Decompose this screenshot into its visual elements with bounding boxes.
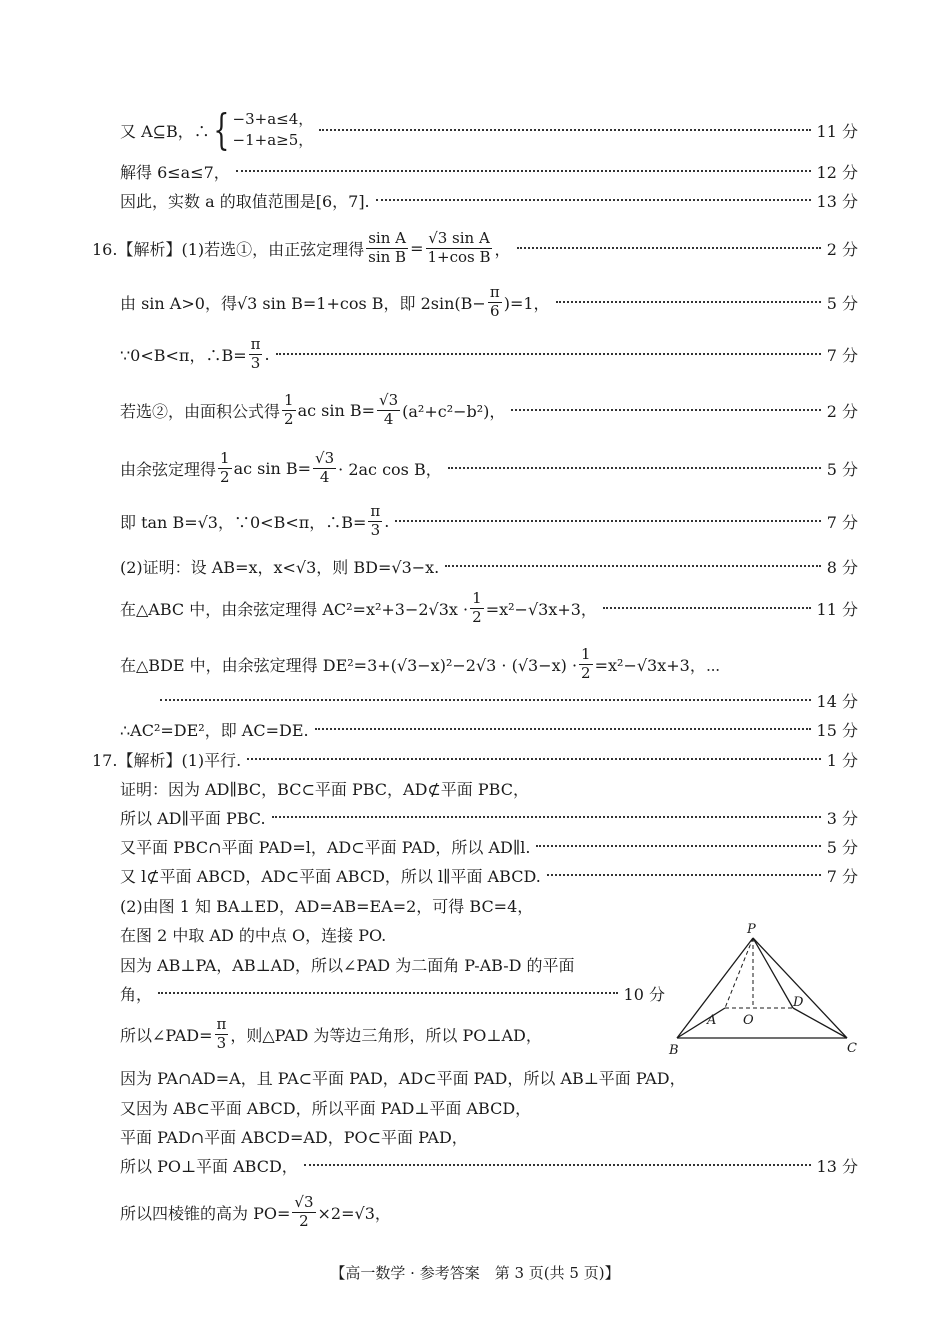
score: 14 分: [816, 691, 858, 711]
fraction: [425, 230, 492, 266]
q17-line-2: [120, 774, 858, 802]
score: 3 分: [826, 808, 858, 828]
text-tail: .: [384, 511, 390, 531]
q17-l11-text: 因为 PA∩AD=A，且 PA⊂平面 PAD，AD⊂平面 PAD，所以 AB⊥平面 PAD，: [120, 1068, 686, 1088]
q17-l6-text: (2)由图 1 知 BA⊥ED，AD=AB=EA=2，可得 BC=4，: [120, 896, 534, 916]
text-mid: ac sin B=: [233, 458, 312, 478]
leader-dots: [395, 520, 820, 522]
text-tail: =x²−√3x+3，⋯: [594, 655, 721, 675]
leader-dots: [158, 992, 618, 994]
q16-line-8: [120, 588, 858, 628]
fraction: [313, 450, 336, 486]
fraction: [215, 1016, 229, 1052]
fraction: [292, 1194, 315, 1230]
label-A: A: [707, 1013, 717, 1028]
q17-line-12: [120, 1093, 858, 1121]
q16-line-3: [120, 334, 858, 374]
system-row-1: −3+a≤4，: [232, 110, 314, 128]
numerator: √3 sin A: [428, 229, 490, 248]
numerator: √3: [379, 391, 399, 410]
fraction: [377, 392, 400, 428]
denominator: 6: [490, 301, 500, 320]
leader-dots: [511, 409, 820, 411]
q16-l9-text: 在△BDE 中，由余弦定理得 DE²=3+(√3−x)²−2√3 · (√3−x) ·: [120, 655, 578, 675]
q15-l3-text: 因此，实数 a 的取值范围是[6，7].: [120, 191, 370, 211]
leader-dots: [556, 301, 821, 303]
score: 5 分: [826, 293, 858, 313]
numerator: 1: [581, 645, 591, 664]
q15-line-1: [120, 105, 858, 154]
q17-heading: 17.【解析】(1)平行.: [92, 750, 242, 770]
q17-line-10: [120, 1014, 660, 1054]
leader-dots: [236, 170, 811, 172]
denominator: 2: [284, 409, 294, 428]
label-P: P: [747, 922, 756, 937]
text-tail: ，则△PAD 为等边三角形，所以 PO⊥AD，: [230, 1025, 542, 1045]
equation-system: [210, 105, 314, 154]
fraction: [488, 284, 502, 320]
fraction: [368, 503, 382, 539]
pyramid-figure: [665, 920, 865, 1060]
q15-l1-text: 又 A⊆B，∴: [120, 121, 210, 141]
numerator: π: [489, 283, 500, 302]
score: 13 分: [816, 191, 858, 211]
q17-line-13: [120, 1122, 858, 1150]
system-row-2: −1+a≥5，: [232, 131, 314, 149]
q16-l2-text: 由 sin A>0，得√3 sin B=1+cos B，即 2sin(B−: [120, 293, 486, 313]
numerator: π: [216, 1015, 227, 1034]
q17-l3-text: 所以 AD∥平面 PBC.: [120, 808, 266, 828]
text-tail: (a²+c²−b²)，: [402, 401, 506, 421]
q16-line-5: [120, 448, 858, 488]
fraction: [470, 590, 484, 626]
leader-dots: [517, 247, 821, 249]
leader-dots: [319, 129, 810, 131]
score: 7 分: [826, 345, 858, 365]
leader-dots: [160, 699, 811, 701]
score: 2 分: [826, 401, 858, 421]
q16-l5-text: 由余弦定理得: [120, 459, 217, 479]
page-footer: 【高一数学 · 参考答案 第 3 页(共 5 页)】: [330, 1264, 620, 1282]
q15-line-2: [120, 157, 858, 185]
score: 2 分: [826, 239, 858, 259]
q16-line-1: [92, 228, 858, 268]
q17-line-8: [120, 950, 660, 978]
q16-l8-text: 在△ABC 中，由余弦定理得 AC²=x²+3−2√3x ·: [120, 599, 469, 619]
q17-l5-text: 又 l⊄平面 ABCD，AD⊂平面 ABCD，所以 l∥平面 ABCD.: [120, 866, 541, 886]
numerator: 1: [220, 449, 230, 468]
edge-PA-hidden: [725, 938, 753, 1008]
text-tail: · 2ac cos B，: [338, 459, 442, 479]
q16-line-10: [160, 686, 858, 714]
text-tail: .: [264, 344, 270, 364]
numerator: 1: [472, 589, 482, 608]
q17-line-15: [120, 1192, 858, 1232]
score: 11 分: [816, 599, 858, 619]
q17-line-3: [120, 803, 858, 831]
q17-l12-text: 又因为 AB⊂平面 ABCD，所以平面 PAD⊥平面 ABCD，: [120, 1098, 532, 1118]
denominator: 4: [319, 467, 330, 486]
leader-dots: [448, 467, 821, 469]
denominator: 2: [581, 663, 591, 682]
q17-l2-text: 证明：因为 AD∥BC，BC⊂平面 PBC，AD⊄平面 PBC，: [120, 779, 529, 799]
edge-PD: [753, 938, 793, 1008]
score: 13 分: [816, 1156, 858, 1176]
q17-l14-text: 所以 PO⊥平面 ABCD，: [120, 1156, 298, 1176]
denominator: 2: [220, 467, 230, 486]
leader-dots: [304, 1164, 811, 1166]
leader-dots: [547, 874, 821, 876]
leader-dots: [276, 353, 821, 355]
leader-dots: [272, 816, 821, 818]
q16-l6-text: 即 tan B=√3，∵0<B<π，∴B=: [120, 512, 367, 532]
leader-dots: [445, 565, 820, 567]
q16-l7-text: (2)证明：设 AB=x，x<√3，则 BD=√3−x.: [120, 557, 440, 577]
text-tail: ，: [494, 239, 511, 259]
label-B: B: [669, 1043, 679, 1058]
score: 1 分: [826, 750, 858, 770]
left-brace: {: [213, 105, 230, 154]
leader-dots: [315, 728, 811, 730]
score: 11 分: [816, 121, 858, 141]
q17-line-5: [120, 861, 858, 889]
label-D: D: [793, 995, 804, 1010]
text-tail: =x²−√3x+3，: [485, 599, 597, 619]
leader-dots: [376, 199, 811, 201]
q17-line-6: [120, 891, 858, 919]
q16-line-11: [120, 715, 858, 743]
numerator: π: [370, 502, 381, 521]
q16-line-4: [120, 390, 858, 430]
text-mid: ac sin B=: [297, 400, 376, 420]
leader-dots: [603, 607, 811, 609]
edge-BA: [677, 1008, 725, 1038]
denominator: 3: [250, 353, 261, 372]
q16-line-9: [120, 644, 858, 684]
q17-l10-text: 所以∠PAD=: [120, 1025, 213, 1045]
score: 15 分: [816, 720, 858, 740]
score: 7 分: [826, 512, 858, 532]
score: 7 分: [826, 866, 858, 886]
q17-l4-text: 又平面 PBC∩平面 PAD=l，AD⊂平面 PAD，所以 AD∥l.: [120, 837, 531, 857]
score: 12 分: [816, 162, 858, 182]
score: 5 分: [826, 837, 858, 857]
fraction: [366, 230, 408, 266]
numerator: π: [250, 335, 261, 354]
q17-l8-text: 因为 AB⊥PA，AB⊥AD，所以∠PAD 为二面角 P-AB-D 的平面: [120, 955, 575, 975]
q17-l15-text: 所以四棱锥的高为 PO=: [120, 1203, 291, 1223]
score: 5 分: [826, 459, 858, 479]
text-tail: )=1，: [503, 293, 550, 313]
q17-line-1: [92, 745, 858, 773]
denominator: 1+cos B: [427, 247, 491, 266]
q16-line-6: [120, 501, 858, 541]
q16-heading: 16.【解析】(1)若选①，由正弦定理得: [92, 239, 365, 259]
q17-line-14: [120, 1151, 858, 1179]
score: 8 分: [826, 557, 858, 577]
fraction: [249, 336, 263, 372]
text-tail: ×2=√3，: [317, 1203, 391, 1223]
fraction: [579, 646, 593, 682]
label-C: C: [847, 1041, 857, 1056]
edge-CD: [793, 1008, 847, 1038]
leader-dots: [247, 758, 821, 760]
fraction: [282, 392, 296, 428]
q16-line-2: [120, 282, 858, 322]
denominator: 3: [370, 520, 381, 539]
q17-l9-text: 角，: [120, 984, 153, 1004]
q17-line-11: [120, 1063, 858, 1091]
numerator: 1: [284, 391, 294, 410]
numerator: √3: [294, 1193, 314, 1212]
leader-dots: [536, 845, 820, 847]
q16-line-7: [120, 552, 858, 580]
numerator: √3: [315, 449, 335, 468]
q15-line-3: [120, 186, 858, 214]
eq-sign: =: [410, 238, 424, 258]
denominator: 4: [383, 409, 394, 428]
fraction: [218, 450, 232, 486]
score: 10 分: [623, 984, 665, 1004]
q17-l13-text: 平面 PAD∩平面 ABCD=AD，PO⊂平面 PAD，: [120, 1127, 468, 1147]
q16-l3-text: ∵0<B<π，∴B=: [120, 345, 247, 365]
denominator: 3: [216, 1033, 227, 1052]
label-O: O: [743, 1013, 754, 1028]
numerator: sin A: [368, 229, 406, 248]
q16-l11-text: ∴AC²=DE²，即 AC=DE.: [120, 720, 309, 740]
q16-l4-text: 若选②，由面积公式得: [120, 401, 281, 421]
q17-line-9: [120, 979, 665, 1007]
denominator: sin B: [368, 247, 407, 266]
denominator: 2: [299, 1211, 309, 1230]
q17-line-4: [120, 832, 858, 860]
edge-PC: [753, 938, 847, 1038]
denominator: 2: [472, 607, 482, 626]
q15-l2-text: 解得 6≤a≤7，: [120, 162, 230, 182]
q17-l7-text: 在图 2 中取 AD 的中点 O，连接 PO.: [120, 925, 387, 945]
